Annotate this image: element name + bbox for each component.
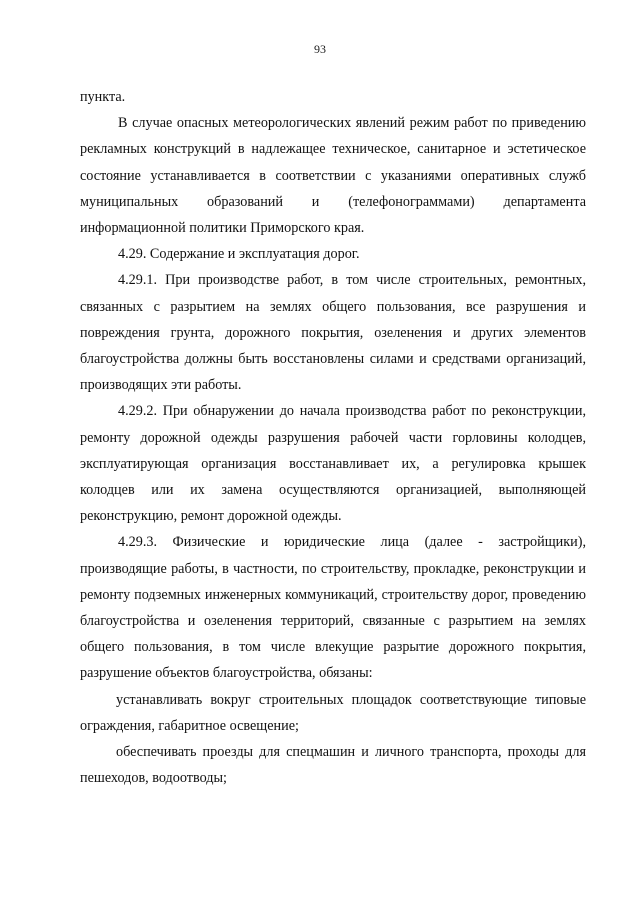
list-item-passages: обеспечивать проезды для спецмашин и личного транспорта, проходы для пешеходов, водоотводы; [80, 744, 586, 787]
page-number: 93 [314, 42, 326, 56]
paragraph-4-29-3: 4.29.3. Физические и юридические лица (далее - застройщики), производящие работы, в частности, по строительству, прокладке, реконструкции и ремонту подземных инженерных коммуникаций, строительству дорог, проведению благоустройства и озеленения территорий, связанные с разрытием на землях общего пользования, в том числе влекущие разрытие дорожного покрытия, разрушение объектов благоустройства, обязаны: [80, 534, 586, 682]
paragraph-continuation: пункта. [80, 89, 126, 105]
paragraph-weather-conditions: В случае опасных метеорологических явлений режим работ по приведению рекламных конструкций в надлежащее техническое, санитарное и эстетическое состояние устанавливается в соответствии с указаниями оперативных служб муниципальных образований и (телефонограммами) департамента информационной политики Приморского края. [80, 115, 586, 237]
section-heading-4-29: 4.29. Содержание и эксплуатация дорог. [118, 246, 360, 263]
paragraph-4-29-2: 4.29.2. При обнаружении до начала производства работ по реконструкции, ремонту дорожной одежды разрушения рабочей части горловины колодцев, эксплуатирующая организация восстанавливает их, а регулировка крышек колодцев или их замена осуществляются организацией, выполняющей реконструкцию, ремонт дорожной одежды. [80, 403, 586, 525]
document-body [80, 84, 586, 791]
list-item-fencing: устанавливать вокруг строительных площадок соответствующие типовые ограждения, габаритное освещение; [80, 691, 586, 734]
paragraph-4-29-1: 4.29.1. При производстве работ, в том числе строительных, ремонтных, связанных с разрытием на землях общего пользования, все разрушения и повреждения грунта, дорожного покрытия, озеленения и других элементов благоустройства должны быть восстановлены силами и средствами организаций, производящих эти работы. [80, 272, 586, 394]
